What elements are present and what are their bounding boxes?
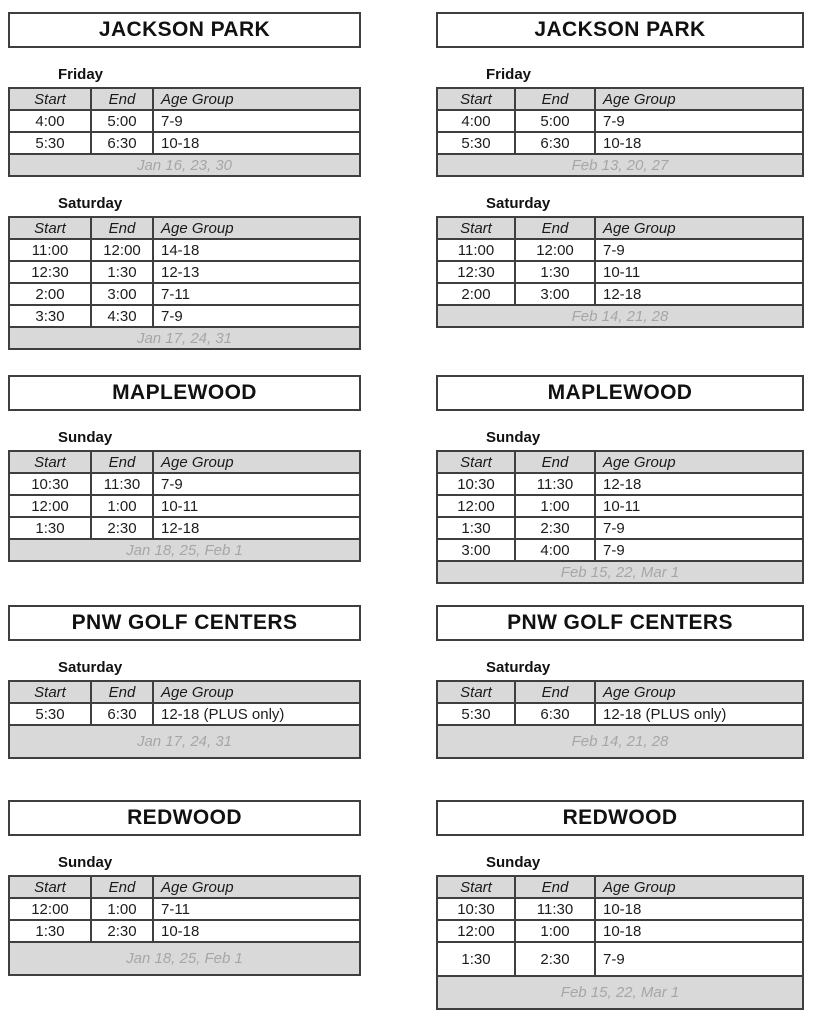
day-label: Friday bbox=[486, 66, 532, 83]
day-label: Saturday bbox=[486, 659, 551, 676]
cell-start-time: 1:30 bbox=[9, 517, 91, 539]
day-label: Saturday bbox=[58, 659, 123, 676]
cell-end-time: 12:00 bbox=[515, 239, 595, 261]
cell-age-group: 12-18 bbox=[595, 283, 803, 305]
table-row bbox=[437, 110, 803, 132]
cell-end-time: 3:00 bbox=[515, 283, 595, 305]
cell-age-group: 10-11 bbox=[153, 495, 360, 517]
cell-start-time: 5:30 bbox=[9, 132, 91, 154]
table-header-row bbox=[9, 88, 360, 110]
table-row bbox=[9, 261, 360, 283]
column-header-start: Start bbox=[9, 451, 91, 473]
cell-age-group: 10-18 bbox=[595, 920, 803, 942]
column-header-start: Start bbox=[437, 451, 515, 473]
cell-start-time: 12:00 bbox=[9, 898, 91, 920]
cell-end-time: 1:30 bbox=[91, 261, 153, 283]
column-header-end: End bbox=[515, 681, 595, 703]
venue-title-redwood: REDWOOD bbox=[8, 800, 361, 836]
table-header-row bbox=[437, 876, 803, 898]
column-header-start: Start bbox=[9, 876, 91, 898]
column-header-age-group: Age Group bbox=[153, 217, 360, 239]
cell-end-time: 2:30 bbox=[515, 517, 595, 539]
cell-start-time: 2:00 bbox=[437, 283, 515, 305]
cell-start-time: 11:00 bbox=[9, 239, 91, 261]
cell-age-group: 12-18 (PLUS only) bbox=[595, 703, 803, 725]
schedule-table-jackson-park bbox=[8, 87, 361, 177]
cell-end-time: 5:00 bbox=[91, 110, 153, 132]
column-header-age-group: Age Group bbox=[595, 876, 803, 898]
cell-age-group: 14-18 bbox=[153, 239, 360, 261]
cell-start-time: 12:30 bbox=[437, 261, 515, 283]
column-header-age-group: Age Group bbox=[595, 88, 803, 110]
cell-start-time: 12:00 bbox=[9, 495, 91, 517]
cell-end-time: 4:00 bbox=[515, 539, 595, 561]
table-row bbox=[437, 239, 803, 261]
table-row bbox=[9, 517, 360, 539]
section-redwood bbox=[436, 800, 804, 1010]
day-label: Saturday bbox=[486, 195, 551, 212]
column-header-age-group: Age Group bbox=[595, 451, 803, 473]
column-header-start: Start bbox=[437, 876, 515, 898]
column-header-end: End bbox=[515, 451, 595, 473]
column-left bbox=[8, 12, 361, 976]
table-row bbox=[437, 261, 803, 283]
schedule-table-redwood bbox=[8, 875, 361, 976]
day-label: Sunday bbox=[486, 854, 541, 871]
column-right bbox=[436, 12, 804, 1010]
cell-start-time: 10:30 bbox=[437, 898, 515, 920]
table-header-row bbox=[9, 217, 360, 239]
session-dates: Jan 18, 25, Feb 1 bbox=[9, 539, 360, 561]
cell-age-group: 7-11 bbox=[153, 898, 360, 920]
columns-container bbox=[8, 12, 821, 1010]
cell-start-time: 1:30 bbox=[437, 942, 515, 976]
table-header-row bbox=[437, 88, 803, 110]
cell-end-time: 1:00 bbox=[515, 920, 595, 942]
table-row bbox=[9, 703, 360, 725]
cell-start-time: 5:30 bbox=[9, 703, 91, 725]
cell-end-time: 1:00 bbox=[515, 495, 595, 517]
column-header-start: Start bbox=[9, 88, 91, 110]
cell-age-group: 10-18 bbox=[595, 898, 803, 920]
cell-age-group: 7-11 bbox=[153, 283, 360, 305]
venue-title-jackson-park: JACKSON PARK bbox=[436, 12, 804, 48]
column-header-end: End bbox=[91, 451, 153, 473]
column-header-start: Start bbox=[437, 681, 515, 703]
column-header-age-group: Age Group bbox=[153, 681, 360, 703]
table-footer-row bbox=[9, 539, 360, 561]
schedule-table-jackson-park bbox=[436, 216, 804, 328]
cell-age-group: 7-9 bbox=[595, 110, 803, 132]
cell-end-time: 6:30 bbox=[515, 703, 595, 725]
cell-age-group: 12-13 bbox=[153, 261, 360, 283]
venue-title-maplewood: MAPLEWOOD bbox=[8, 375, 361, 411]
venue-title-redwood: REDWOOD bbox=[436, 800, 804, 836]
cell-age-group: 10-18 bbox=[153, 920, 360, 942]
session-dates: Feb 14, 21, 28 bbox=[437, 305, 803, 327]
venue-title-jackson-park: JACKSON PARK bbox=[8, 12, 361, 48]
section-maplewood bbox=[8, 375, 361, 605]
column-header-start: Start bbox=[437, 88, 515, 110]
cell-end-time: 11:30 bbox=[515, 898, 595, 920]
cell-age-group: 10-18 bbox=[595, 132, 803, 154]
cell-end-time: 12:00 bbox=[91, 239, 153, 261]
cell-start-time: 11:00 bbox=[437, 239, 515, 261]
cell-start-time: 10:30 bbox=[9, 473, 91, 495]
column-header-start: Start bbox=[9, 681, 91, 703]
column-header-start: Start bbox=[9, 217, 91, 239]
table-row bbox=[9, 920, 360, 942]
cell-age-group: 7-9 bbox=[595, 942, 803, 976]
cell-age-group: 12-18 bbox=[595, 473, 803, 495]
cell-start-time: 10:30 bbox=[437, 473, 515, 495]
table-footer-row bbox=[437, 725, 803, 758]
session-dates: Feb 15, 22, Mar 1 bbox=[437, 561, 803, 583]
table-row bbox=[9, 495, 360, 517]
table-header-row bbox=[9, 876, 360, 898]
schedule-table-maplewood bbox=[8, 450, 361, 562]
table-row bbox=[9, 110, 360, 132]
cell-start-time: 4:00 bbox=[437, 110, 515, 132]
cell-age-group: 7-9 bbox=[595, 539, 803, 561]
cell-end-time: 2:30 bbox=[515, 942, 595, 976]
cell-age-group: 12-18 bbox=[153, 517, 360, 539]
session-dates: Feb 15, 22, Mar 1 bbox=[437, 976, 803, 1009]
cell-end-time: 2:30 bbox=[91, 920, 153, 942]
day-label: Sunday bbox=[486, 429, 541, 446]
column-header-end: End bbox=[515, 876, 595, 898]
cell-end-time: 6:30 bbox=[91, 703, 153, 725]
cell-start-time: 12:30 bbox=[9, 261, 91, 283]
table-footer-row bbox=[9, 154, 360, 176]
table-row bbox=[9, 473, 360, 495]
table-row bbox=[437, 517, 803, 539]
table-row bbox=[437, 283, 803, 305]
table-row bbox=[9, 898, 360, 920]
schedule-table-jackson-park bbox=[436, 87, 804, 177]
table-row bbox=[9, 283, 360, 305]
cell-end-time: 11:30 bbox=[515, 473, 595, 495]
cell-age-group: 12-18 (PLUS only) bbox=[153, 703, 360, 725]
column-header-age-group: Age Group bbox=[153, 876, 360, 898]
venue-title-pnw-golf-centers: PNW GOLF CENTERS bbox=[436, 605, 804, 641]
table-header-row bbox=[9, 681, 360, 703]
cell-start-time: 3:30 bbox=[9, 305, 91, 327]
schedule-table-redwood bbox=[436, 875, 804, 1010]
cell-end-time: 1:30 bbox=[515, 261, 595, 283]
session-dates: Jan 17, 24, 31 bbox=[9, 327, 360, 349]
session-dates: Feb 14, 21, 28 bbox=[437, 725, 803, 758]
cell-start-time: 5:30 bbox=[437, 132, 515, 154]
column-header-age-group: Age Group bbox=[595, 217, 803, 239]
table-row bbox=[437, 703, 803, 725]
cell-age-group: 7-9 bbox=[153, 110, 360, 132]
table-footer-row bbox=[9, 725, 360, 758]
cell-start-time: 2:00 bbox=[9, 283, 91, 305]
schedule-table-pnw-golf-centers bbox=[436, 680, 804, 759]
table-row bbox=[9, 239, 360, 261]
table-header-row bbox=[437, 451, 803, 473]
day-label: Saturday bbox=[58, 195, 123, 212]
table-footer-row bbox=[9, 327, 360, 349]
cell-end-time: 6:30 bbox=[91, 132, 153, 154]
cell-age-group: 7-9 bbox=[153, 473, 360, 495]
day-label: Sunday bbox=[58, 429, 113, 446]
cell-age-group: 7-9 bbox=[595, 517, 803, 539]
cell-end-time: 5:00 bbox=[515, 110, 595, 132]
session-dates: Jan 17, 24, 31 bbox=[9, 725, 360, 758]
cell-start-time: 4:00 bbox=[9, 110, 91, 132]
section-pnw-golf-centers bbox=[8, 605, 361, 800]
section-maplewood bbox=[436, 375, 804, 605]
session-dates: Feb 13, 20, 27 bbox=[437, 154, 803, 176]
cell-age-group: 10-11 bbox=[595, 261, 803, 283]
table-header-row bbox=[437, 217, 803, 239]
cell-start-time: 1:30 bbox=[437, 517, 515, 539]
cell-start-time: 12:00 bbox=[437, 920, 515, 942]
venue-title-maplewood: MAPLEWOOD bbox=[436, 375, 804, 411]
column-header-end: End bbox=[515, 88, 595, 110]
cell-end-time: 2:30 bbox=[91, 517, 153, 539]
cell-start-time: 3:00 bbox=[437, 539, 515, 561]
column-header-end: End bbox=[91, 88, 153, 110]
table-row bbox=[9, 132, 360, 154]
table-footer-row bbox=[437, 154, 803, 176]
column-header-end: End bbox=[515, 217, 595, 239]
session-dates: Jan 18, 25, Feb 1 bbox=[9, 942, 360, 975]
table-footer-row bbox=[437, 561, 803, 583]
column-header-age-group: Age Group bbox=[595, 681, 803, 703]
table-header-row bbox=[437, 681, 803, 703]
day-label: Friday bbox=[58, 66, 104, 83]
cell-end-time: 3:00 bbox=[91, 283, 153, 305]
table-row bbox=[437, 132, 803, 154]
schedule-table-maplewood bbox=[436, 450, 804, 584]
session-dates: Jan 16, 23, 30 bbox=[9, 154, 360, 176]
cell-age-group: 10-11 bbox=[595, 495, 803, 517]
cell-start-time: 12:00 bbox=[437, 495, 515, 517]
table-row bbox=[437, 539, 803, 561]
table-row bbox=[437, 898, 803, 920]
column-header-end: End bbox=[91, 876, 153, 898]
schedule-table-jackson-park bbox=[8, 216, 361, 350]
section-jackson-park bbox=[8, 12, 361, 375]
cell-end-time: 11:30 bbox=[91, 473, 153, 495]
table-footer-row bbox=[437, 305, 803, 327]
section-pnw-golf-centers bbox=[436, 605, 804, 800]
table-row bbox=[9, 305, 360, 327]
table-header-row bbox=[9, 451, 360, 473]
cell-age-group: 7-9 bbox=[153, 305, 360, 327]
table-row bbox=[437, 942, 803, 976]
column-header-end: End bbox=[91, 681, 153, 703]
section-jackson-park bbox=[436, 12, 804, 375]
cell-age-group: 10-18 bbox=[153, 132, 360, 154]
cell-end-time: 1:00 bbox=[91, 898, 153, 920]
cell-start-time: 5:30 bbox=[437, 703, 515, 725]
table-row bbox=[437, 920, 803, 942]
cell-end-time: 1:00 bbox=[91, 495, 153, 517]
section-redwood bbox=[8, 800, 361, 976]
cell-age-group: 7-9 bbox=[595, 239, 803, 261]
column-header-end: End bbox=[91, 217, 153, 239]
venue-title-pnw-golf-centers: PNW GOLF CENTERS bbox=[8, 605, 361, 641]
schedule-table-pnw-golf-centers bbox=[8, 680, 361, 759]
table-footer-row bbox=[437, 976, 803, 1009]
cell-start-time: 1:30 bbox=[9, 920, 91, 942]
column-header-age-group: Age Group bbox=[153, 451, 360, 473]
table-footer-row bbox=[9, 942, 360, 975]
cell-end-time: 4:30 bbox=[91, 305, 153, 327]
cell-end-time: 6:30 bbox=[515, 132, 595, 154]
column-header-start: Start bbox=[437, 217, 515, 239]
day-label: Sunday bbox=[58, 854, 113, 871]
table-row bbox=[437, 473, 803, 495]
column-header-age-group: Age Group bbox=[153, 88, 360, 110]
table-row bbox=[437, 495, 803, 517]
